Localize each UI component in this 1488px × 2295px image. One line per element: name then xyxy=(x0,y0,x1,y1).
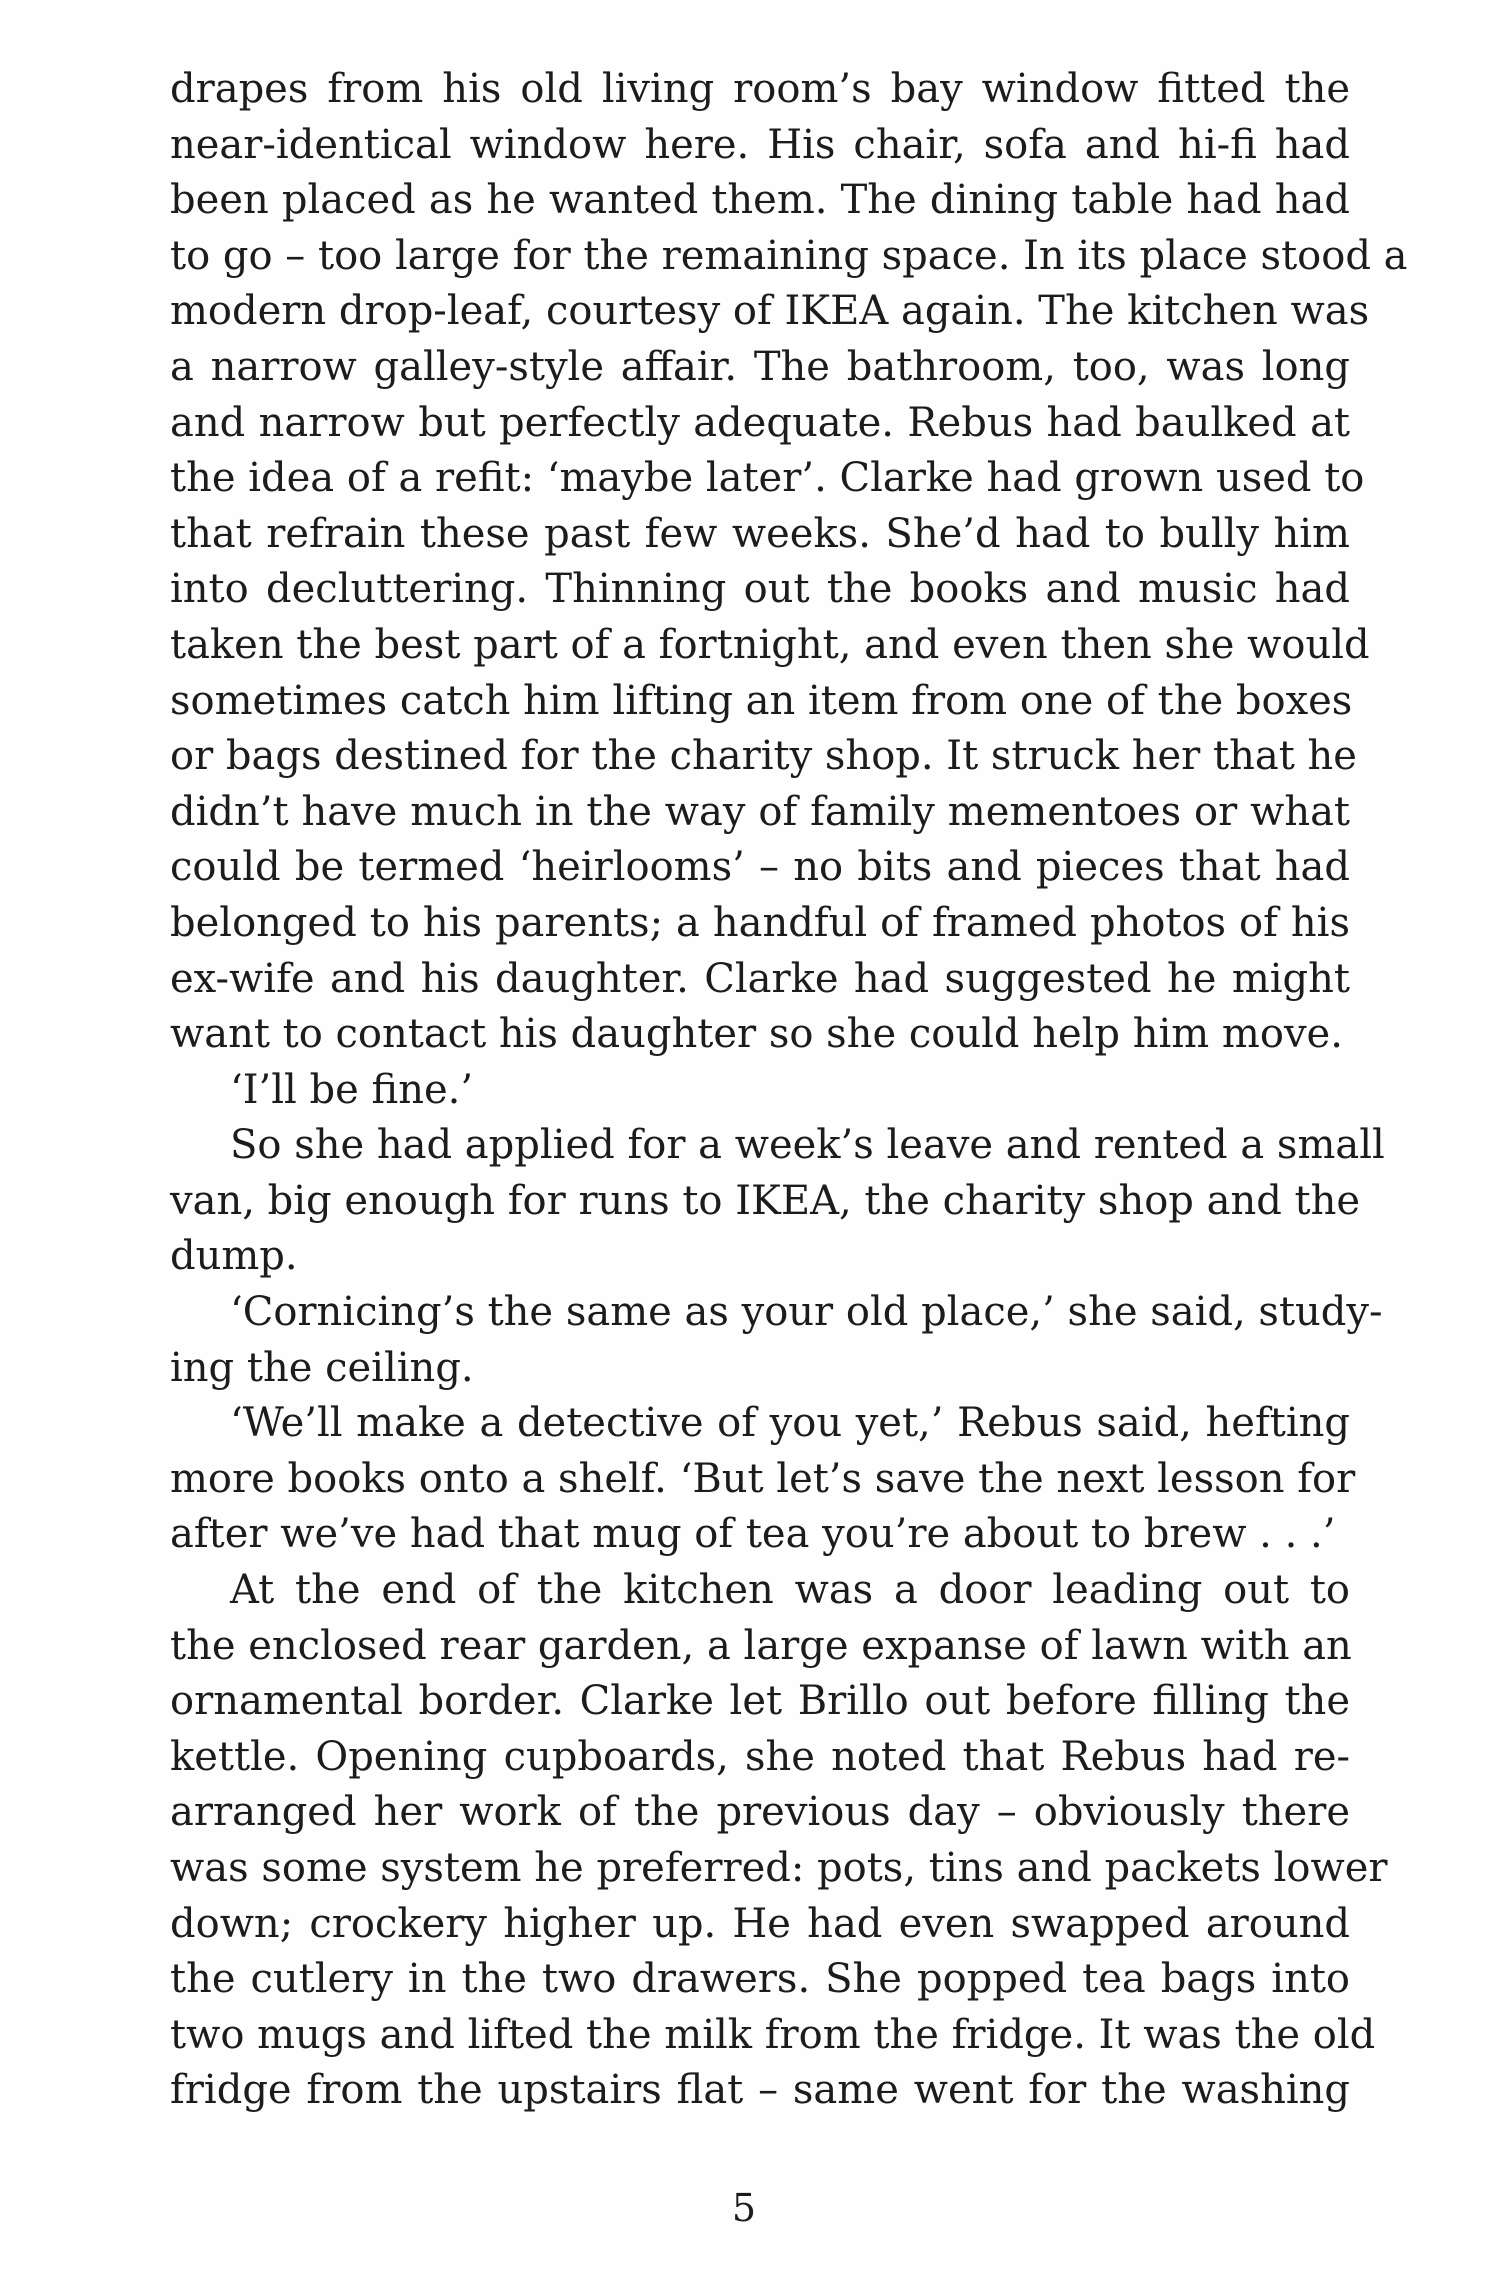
text-line: fridge from the upstairs flat – same went for the washing xyxy=(170,2067,1350,2114)
text-line: two mugs and lifted the milk from the fridge. It was the old xyxy=(170,2011,1376,2058)
text-line: arranged her work of the previous day – obviously there xyxy=(170,1789,1350,1836)
text-line: ornamental border. Clarke let Brillo out before filling the xyxy=(170,1678,1350,1725)
text-line: drapes from his old living room’s bay window fitted the xyxy=(170,66,1350,112)
text-line: more books onto a shelf. ‘But let’s save the next lesson for xyxy=(170,1455,1356,1502)
text-line: At the end of the kitchen was a door leading out to xyxy=(230,1567,1350,1614)
text-line: modern drop-leaf, courtesy of IKEA again. The kitchen was xyxy=(170,288,1370,335)
text-line: that refrain these past few weeks. She’d had to bully him xyxy=(170,510,1350,557)
text-line: after we’ve had that mug of tea you’re about to brew . . .’ xyxy=(170,1511,1336,1558)
text-line: was some system he preferred: pots, tins and packets lower xyxy=(170,1845,1388,1891)
text-line: and narrow but perfectly adequate. Rebus had baulked at xyxy=(170,399,1350,446)
text-line: been placed as he wanted them. The dining table had had xyxy=(170,177,1350,224)
text-line: ing the ceiling. xyxy=(170,1344,474,1391)
text-line: down; crockery higher up. He had even swapped around xyxy=(170,1900,1350,1947)
text-line: to go – too large for the remaining space. In its place stood a xyxy=(170,232,1408,279)
text-line: into decluttering. Thinning out the books and music had xyxy=(170,566,1350,613)
text-line: the idea of a refit: ‘maybe later’. Clarke had grown used to xyxy=(170,455,1365,502)
text-line: So she had applied for a week’s leave and rented a small xyxy=(230,1122,1385,1169)
text-line: the enclosed rear garden, a large expanse of lawn with an xyxy=(170,1622,1352,1669)
text-line: sometimes catch him lifting an item from one of the boxes xyxy=(170,677,1353,724)
text-line: the cutlery in the two drawers. She popped tea bags into xyxy=(170,1956,1350,2003)
text-line: want to contact his daughter so she could help him move. xyxy=(170,1011,1343,1058)
text-line: belonged to his parents; a handful of framed photos of his xyxy=(170,899,1350,946)
text-line: ‘Cornicing’s the same as your old place,’ she said, study- xyxy=(230,1289,1383,1336)
text-line: could be termed ‘heirlooms’ – no bits and pieces that had xyxy=(170,844,1350,891)
text-line: ex-wife and his daughter. Clarke had suggested he might xyxy=(170,955,1350,1002)
text-line: near-identical window here. His chair, sofa and hi-fi had xyxy=(170,121,1350,168)
page-number: 5 xyxy=(731,2186,757,2230)
text-line: a narrow galley-style affair. The bathroom, too, was long xyxy=(170,343,1350,390)
text-line: ‘I’ll be fine.’ xyxy=(230,1066,474,1113)
text-line: van, big enough for runs to IKEA, the charity shop and the xyxy=(170,1177,1361,1224)
text-line: dump. xyxy=(170,1233,298,1280)
text-line: ‘We’ll make a detective of you yet,’ Rebus said, hefting xyxy=(230,1400,1350,1447)
text-line: kettle. Opening cupboards, she noted that Rebus had re- xyxy=(170,1733,1350,1780)
text-line: didn’t have much in the way of family mementoes or what xyxy=(170,788,1350,835)
body-text xyxy=(170,62,1408,2119)
text-line: taken the best part of a fortnight, and even then she would xyxy=(170,621,1370,668)
text-line: or bags destined for the charity shop. It struck her that he xyxy=(170,733,1357,780)
